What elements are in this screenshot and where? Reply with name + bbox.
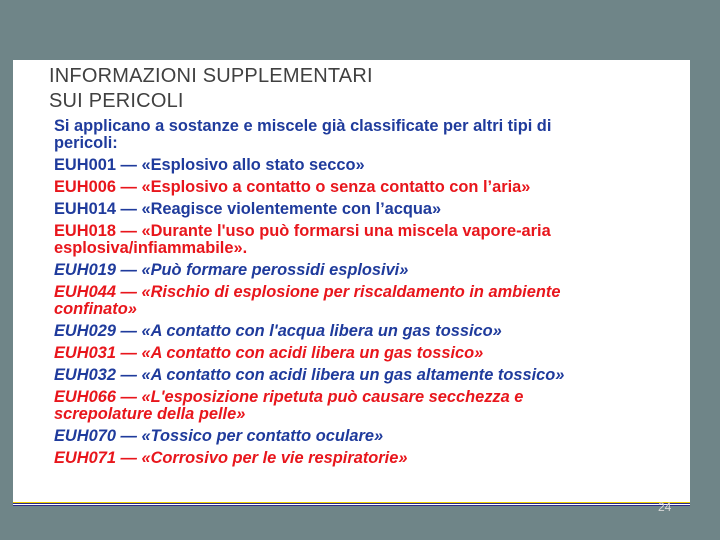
hazard-statement: EUH014 — «Reagisce violentemente con l’acqua» [54,200,442,218]
title-line-1: INFORMAZIONI SUPPLEMENTARI [49,65,373,87]
title-line-2: SUI PERICOLI [49,90,184,112]
hazard-statement: EUH006 — «Esplosivo a contatto o senza contatto con l’aria» [54,178,531,196]
hazard-statement: EUH032 — «A contatto con acidi libera un gas altamente tossico» [54,366,565,384]
hazard-statement: EUH070 — «Tossico per contatto oculare» [54,427,384,445]
hazard-statement: EUH071 — «Corrosivo per le vie respiratorie» [54,449,408,467]
hazard-item [54,223,670,257]
hazard-statement: EUH044 — «Rischio di esplosione per riscaldamento in ambiente [54,283,561,301]
hazard-item [54,284,670,318]
hazard-item [54,201,670,218]
hazard-statement-continued: screpolature della pelle» [54,405,246,423]
slide [13,60,690,504]
hazard-item [54,345,670,362]
hazard-statement: EUH029 — «A contatto con l'acqua libera un gas tossico» [54,322,502,340]
hazard-items [54,157,670,467]
hazard-statement: EUH031 — «A contatto con acidi libera un gas tossico» [54,344,484,362]
slide-title [49,64,373,114]
hazard-statement: EUH018 — «Durante l'uso può formarsi una miscela vapore-aria [54,222,551,240]
intro-text [54,118,670,152]
hazard-item [54,367,670,384]
hazard-statement: EUH019 — «Può formare perossidi esplosivi» [54,261,409,279]
hazard-statement: EUH001 — «Esplosivo allo stato secco» [54,156,365,174]
hazard-list [54,118,670,472]
slide-edge [677,60,690,122]
intro-line-2: pericoli: [54,134,118,152]
hazard-item [54,428,670,445]
hazard-item [54,389,670,423]
hazard-item [54,179,670,196]
bottom-rule [13,502,690,506]
hazard-item [54,323,670,340]
page-number: 24 [658,500,672,514]
hazard-statement-continued: esplosiva/infiammabile». [54,239,248,257]
hazard-statement-continued: confinato» [54,300,137,318]
hazard-statement: EUH066 — «L'esposizione ripetuta può causare secchezza e [54,388,524,406]
hazard-item [54,450,670,467]
hazard-item [54,157,670,174]
hazard-item [54,262,670,279]
intro-line-1: Si applicano a sostanze e miscele già classificate per altri tipi di [54,117,552,135]
